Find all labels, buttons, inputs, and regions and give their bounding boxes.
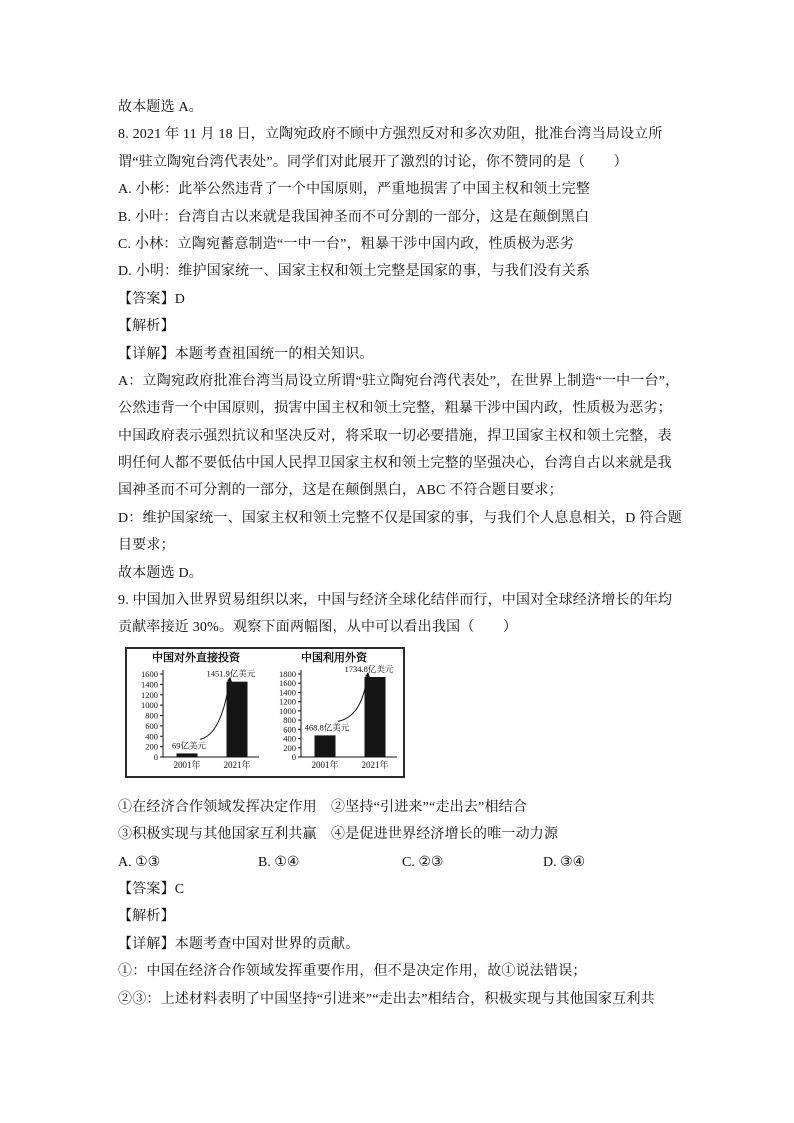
q9-explanation-line-2: ①：中国在经济合作领域发挥重要作用，但不是决定作用，故①说法错误； [118,964,587,980]
svg-text:1400: 1400 [141,679,158,690]
svg-text:2001年: 2001年 [173,759,201,770]
q9-statements-line-2: ③积极实现与其他国家互利共赢 ④是促进世界经济增长的唯一动力源 [118,827,559,843]
q8-explanation-line-2: A：立陶宛政府批准台湾当局设立所谓“驻立陶宛台湾代表处”，在世界上制造“一中一台”， [118,373,680,389]
q8-stem-line-2: 谓“驻立陶宛台湾代表处”。同学们对此展开了激烈的讨论，你不赞同的是（ ） [118,154,628,170]
q8-explanation-line-4: 中国政府表示强烈抗议和坚决反对，将采取一切必要措施，捍卫国家主权和领土完整，表 [118,428,672,444]
q8-option-d: D. 小明：维护国家统一、国家主权和领土完整是国家的事，与我们没有关系 [118,264,591,280]
svg-text:1200: 1200 [279,696,296,707]
svg-text:468.8亿美元: 468.8亿美元 [304,722,350,733]
q8-option-a: A. 小彬：此举公然违背了一个中国原则，严重地损害了中国主权和领土完整 [118,182,591,198]
q8-explanation-line-3: 公然违背一个中国原则，损害中国主权和领土完整，粗暴干涉中国内政，性质极为恶劣； [118,401,672,417]
q8-analysis-heading: 【解析】 [118,319,175,335]
q7-answer-line: 故本题选 A。 [118,100,204,115]
svg-text:600: 600 [283,724,296,735]
q8-explanation-line-5: 明任何人都不要低估中国人民捍卫国家主权和领土完整的坚强决心，台湾自古以来就是我 [118,456,672,472]
odi-chart-title: 中国对外直接投资 [152,651,240,664]
svg-text:800: 800 [145,710,158,721]
svg-text:1000: 1000 [141,699,158,710]
fdi-chart [265,649,403,776]
q9-analysis-heading: 【解析】 [118,909,175,925]
fdi-bar-chart-svg [265,665,403,776]
q9-answer-line: 【答案】C [118,881,185,897]
svg-text:1800: 1800 [279,668,296,679]
q8-answer-line: 【答案】D [118,291,186,307]
q9-option-a: A. ①③ [118,854,161,870]
q8-stem-line-1: 8. 2021 年 11 月 18 日，立陶宛政府不顾中方强烈反对和多次劝阻，批准台湾当局设立所 [118,127,663,143]
svg-text:400: 400 [145,731,158,742]
svg-text:2021年: 2021年 [223,759,251,770]
svg-text:2021年: 2021年 [361,759,389,770]
odi-chart [127,649,265,776]
q9-option-c: C. ②③ [402,854,444,870]
q8-explanation-line-7: D：维护国家统一、国家主权和领土完整不仅是国家的事，与我们个人息息相关，D 符合题 [118,510,682,526]
fdi-chart-title: 中国利用外资 [301,651,367,664]
svg-text:1600: 1600 [279,678,296,689]
svg-text:1200: 1200 [141,689,158,700]
q9-option-b: B. ①④ [258,854,300,870]
q9-options-row [118,849,678,876]
svg-text:0: 0 [291,751,296,762]
svg-text:200: 200 [283,742,296,753]
q9-explanation-line-1: 【详解】本题考查中国对世界的贡献。 [118,936,360,952]
chart-figure [125,647,405,778]
svg-text:800: 800 [283,714,296,725]
odi-bar-chart-svg [127,665,265,776]
svg-text:0: 0 [153,751,158,762]
svg-text:1451.9亿美元: 1451.9亿美元 [206,668,256,679]
q8-explanation-line-9: 故本题选 D。 [118,565,204,581]
svg-text:69亿美元: 69亿美元 [171,740,207,751]
svg-text:1734.8亿美元: 1734.8亿美元 [344,664,394,674]
q8-explanation-line-1: 【详解】本题考查祖国统一的相关知识。 [118,346,374,362]
q8-option-c: C. 小林：立陶宛蓄意制造“一中一台”，粗暴干涉中国内政，性质极为恶劣 [118,236,574,252]
q9-stem-line-2: 贡献率接近 30%。观察下面两幅图，从中可以看出我国（ ） [118,620,518,636]
svg-text:1400: 1400 [279,687,296,698]
svg-text:400: 400 [283,733,296,744]
q9-option-d: D. ③④ [543,854,586,870]
svg-text:600: 600 [145,720,158,731]
q8-option-b: B. 小叶：台湾自古以来就是我国神圣而不可分割的一部分，这是在颠倒黑白 [118,209,590,225]
q9-statements-line-1: ①在经济合作领域发挥决定作用 ②坚持“引进来”“走出去”相结合 [118,799,528,815]
svg-text:1000: 1000 [279,705,296,716]
svg-text:1600: 1600 [141,668,158,679]
q9-explanation-line-3: ②③：上述材料表明了中国坚持“引进来”“走出去”相结合，积极实现与其他国家互利共 [118,991,655,1007]
svg-text:200: 200 [145,741,158,752]
q8-explanation-line-8: 目要求； [118,538,175,554]
q8-explanation-line-6: 国神圣而不可分割的一部分，这是在颠倒黑白，ABC 不符合题目要求； [118,483,563,499]
svg-text:2001年: 2001年 [311,759,339,770]
q9-stem-line-1: 9. 中国加入世界贸易组织以来，中国与经济全球化结伴而行，中国对全球经济增长的年均 [118,593,673,609]
